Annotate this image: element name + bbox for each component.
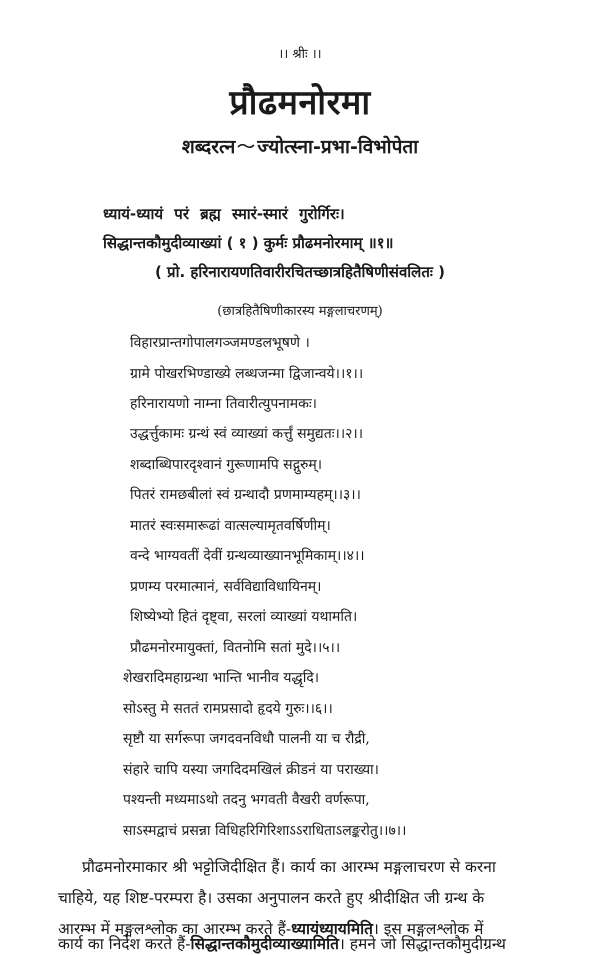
book-subtitle	[0, 133, 600, 159]
verse-line: सृष्टौ या सर्गरूपा जगदवनविधौ पालनी या च रौद्री,	[123, 731, 370, 747]
emphasized-term: ध्यायंध्यायमिति	[291, 919, 373, 938]
verse-line: ग्रामे पोखरभिण्डाख्ये लब्धजन्मा द्विजान्वये।।१।।	[130, 366, 364, 382]
paragraph-line	[58, 932, 506, 954]
book-title: प्रौढमनोरमा	[229, 83, 371, 123]
paragraph-text: । हमने जो सिद्धान्तकौमुदीग्रन्थ	[338, 935, 506, 953]
paragraph-line	[82, 855, 496, 877]
verse-line: शिष्येभ्यो हितं दृष्ट्वा, सरलां व्याख्यां यथामति।	[130, 609, 358, 625]
shri-invocation: ।। श्रीः ।।	[278, 47, 322, 62]
verse-line: पितरं रामछबीलां स्वं ग्रन्थादौ प्रणमाम्यहम्।।३।।	[130, 487, 361, 503]
commentary-attribution: ( प्रो. हरिनारायणतिवारीरचितच्छात्रहितैषिणीसंवलितः )	[154, 263, 446, 281]
mangalacharana-heading: (छात्रहितैषिणीकारस्य मङ्गलाचरणम्)	[217, 304, 383, 319]
tilde-ornament-icon	[237, 143, 255, 149]
verse-line: संहारे चापि यस्या जगदिदमखिलं क्रीडनं या पराख्या।	[123, 762, 379, 778]
paragraph-text: आरम्भ में मङ्गलश्लोक का आरम्भ करते हैं-	[58, 920, 292, 938]
verse-line: उद्धर्त्तुकामः ग्रन्थं स्वं व्याख्यां कर्त्तुं समुद्यतः।।२।।	[130, 426, 364, 442]
verse-line: शेखरादिमहाग्रन्था भान्ति भानीव यद्धृदि।	[123, 670, 320, 686]
dhyayam-verse-line-1: ध्यायं-ध्यायं परं ब्रह्म स्मारं-स्मारं गुरोर्गिरः।	[103, 205, 345, 223]
verse-line: मातरं स्वःसमारूढां वात्सल्यामृतवर्षिणीम्।	[130, 518, 331, 534]
paragraph-line	[58, 886, 484, 908]
subtitle-part-right: ज्योत्स्ना-प्रभा-विभोपेता	[257, 136, 419, 158]
verse-line: सोऽस्तु मे सततं रामप्रसादो हृदये गुरुः।।६।।	[123, 701, 333, 717]
verse-line: विहारप्रान्तगोपालगञ्जमण्डलभूषणे ।	[130, 335, 310, 351]
paragraph-text: कार्य का निर्देश करते हैं-	[58, 935, 191, 953]
verse-line: हरिनारायणो नाम्ना तिवारीत्युपनामकः।	[130, 396, 317, 412]
verse-line: प्रौढमनोरमायुक्तां, वितनोमि सतां मुदे।।५।।	[130, 640, 341, 656]
verse-line: वन्दे भाग्यवतीं देवीं ग्रन्थव्याख्यानभूमिकाम्।।४।।	[130, 548, 365, 564]
verse-line: पश्यन्ती मध्यमाऽथो तदनु भगवती वैखरी वर्णरूपा,	[123, 792, 370, 808]
paragraph-text: प्रौढमनोरमाकार श्री भट्टोजिदीक्षित हैं। कार्य का आरम्भ मङ्गलाचरण से करना	[82, 858, 496, 876]
verse-line: शब्दाब्धिपारदृश्वानं गुरूणामपि सद्गुरुम्।	[130, 457, 323, 473]
subtitle-part-left: शब्दरत्न	[181, 136, 236, 158]
dhyayam-verse-line-2: सिद्धान्तकौमुदीव्याख्यां ( १ ) कुर्मः प्रौढमनोरमाम् ॥१॥	[103, 234, 394, 252]
verse-line: प्रणम्य परमात्मानं, सर्वविद्याविधायिनम्।	[130, 579, 322, 595]
verse-line: साऽस्मद्वाचं प्रसन्ना विधिहरिगिरिशाऽऽराधिताऽलङ्करोतु।।७।।	[123, 823, 407, 839]
paragraph-text: । इस मङ्गलश्लोक में	[372, 920, 484, 938]
paragraph-text: चाहिये, यह शिष्ट-परम्परा है। उसका अनुपालन करते हुए श्रीदीक्षित जी ग्रन्थ के	[58, 889, 485, 907]
emphasized-term: सिद्धान्तकौमुदीव्याख्यामिति	[190, 934, 339, 953]
